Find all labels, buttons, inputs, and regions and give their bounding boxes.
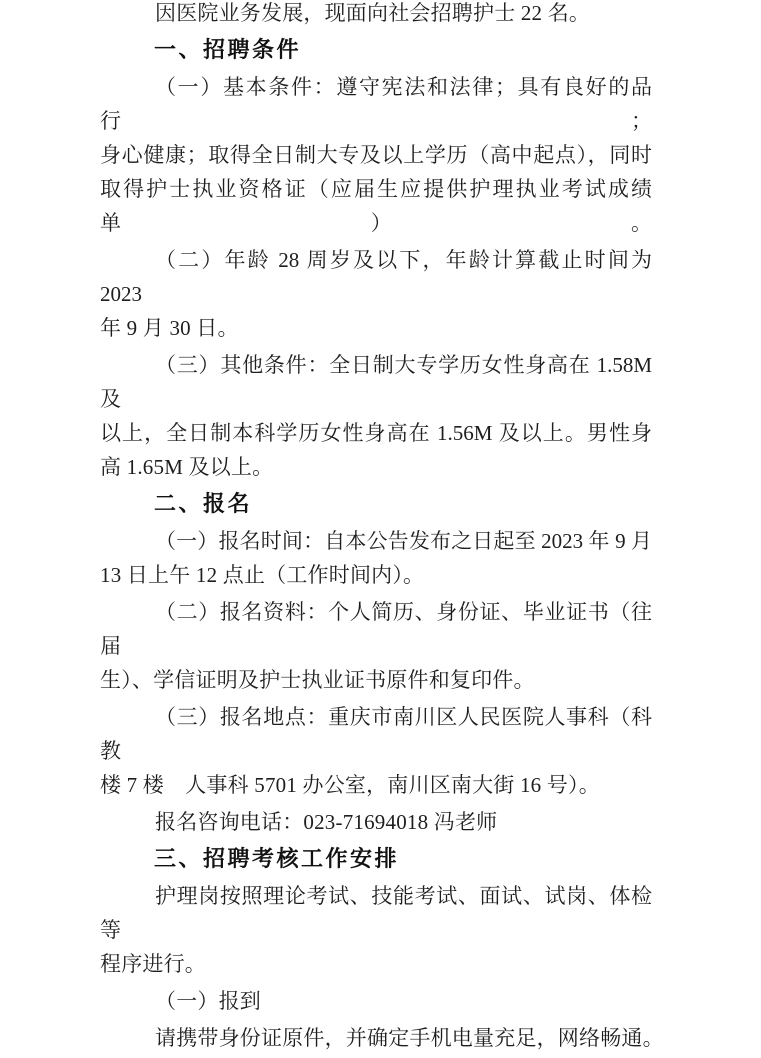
text-line: 护理岗按照理论考试、技能考试、面试、试岗、体检等 [100, 884, 652, 942]
document-content [100, 0, 664, 1058]
paragraph-checkin-instructions [100, 1021, 664, 1055]
paragraph-registration-time [100, 524, 652, 592]
paragraph-contact-phone [100, 805, 652, 839]
text-line: 生）、学信证明及护士执业证书原件和复印件。 [100, 668, 535, 692]
paragraph-registration-location [100, 700, 652, 802]
paragraph-other-conditions [100, 348, 652, 484]
text-line: 年 9 月 30 日。 [100, 316, 239, 340]
text-line: （一）报名时间：自本公告发布之日起至 2023 年 9 月 [155, 529, 652, 553]
text-line: 身心健康；取得全日制大专及以上学历（高中起点），同时 [100, 143, 652, 167]
text-line: 因医院业务发展，现面向社会招聘护士 22 名。 [155, 1, 591, 25]
text-line: 程序进行。 [100, 952, 206, 976]
text-line: （三）报名地点：重庆市南川区人民医院人事科（科教 [100, 705, 652, 763]
text-line: （二）年龄 28 周岁及以下，年龄计算截止时间为 2023 [100, 248, 652, 306]
text-line: 13 日上午 12 点止（工作时间内）。 [100, 563, 425, 587]
text-line: （二）报名资料：个人简历、身份证、毕业证书（往届 [100, 600, 652, 658]
text-line: （一）报到 [155, 989, 261, 1013]
section-heading: 三、招聘考核工作安排 [154, 846, 400, 871]
text-line: 以上，全日制本科学历女性身高在 1.56M 及以上。男性身 [100, 421, 652, 445]
text-line: （三）其他条件：全日制大专学历女性身高在 1.58M 及 [100, 353, 652, 411]
paragraph-registration-materials [100, 595, 652, 697]
paragraph-basic-conditions [100, 70, 652, 240]
section-heading-recruitment-conditions [100, 33, 652, 67]
paragraph-age-requirement [100, 243, 652, 345]
text-line: 请携带身份证原件，并确定手机电量充足，网络畅通。 [155, 1026, 664, 1050]
text-line: 楼 7 楼 人事科 5701 办公室，南川区南大街 16 号）。 [100, 773, 600, 797]
paragraph-assessment-procedure [100, 879, 652, 981]
paragraph-checkin-heading [100, 984, 652, 1018]
text-line: 取得护士执业资格证（应届生应提供护理执业考试成绩单）。 [100, 177, 652, 235]
section-heading: 二、报名 [154, 491, 253, 516]
section-heading-assessment-arrangement [100, 842, 652, 876]
section-heading: 一、招聘条件 [154, 37, 302, 62]
text-line: （一）基本条件：遵守宪法和法律；具有良好的品行； [100, 75, 652, 133]
section-heading-registration [100, 487, 652, 521]
text-line: 报名咨询电话：023-71694018 冯老师 [155, 810, 498, 834]
paragraph-intro [100, 0, 652, 30]
text-line: 高 1.65M 及以上。 [100, 455, 274, 479]
